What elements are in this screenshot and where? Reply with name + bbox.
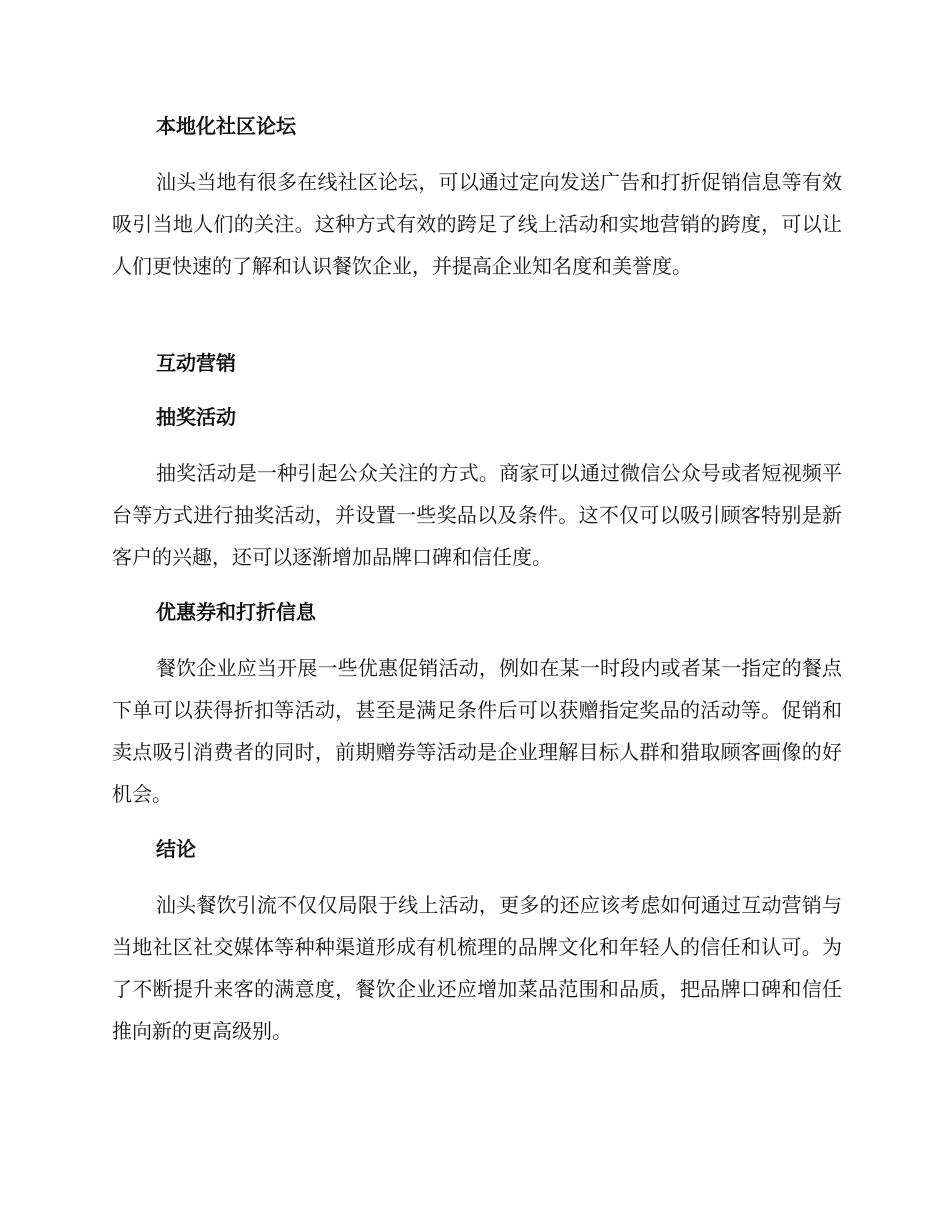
section-heading-interactive-marketing: 互动营销 bbox=[156, 351, 236, 375]
section-heading-local-forum: 本地化社区论坛 bbox=[156, 114, 296, 138]
section-paragraph-local-forum: 汕头当地有很多在线社区论坛，可以通过定向发送广告和打折促销信息等有效吸引当地人们的关注。这种方式有效的跨足了线上活动和实地营销的跨度，可以让人们更快速的了解和认识餐饮企业，并提高企业知名度和美誉度。 bbox=[112, 170, 842, 278]
section-heading-coupons: 优惠券和打折信息 bbox=[156, 600, 316, 624]
section-paragraph-conclusion: 汕头餐饮引流不仅仅局限于线上活动，更多的还应该考虑如何通过互动营销与当地社区社交媒体等种种渠道形成有机梳理的品牌文化和年轻人的信任和认可。为了不断提升来客的满意度，餐饮企业还应增加菜品范围和品质，把品牌口碑和信任推向新的更高级别。 bbox=[112, 893, 842, 1043]
section-paragraph-lottery: 抽奖活动是一种引起公众关注的方式。商家可以通过微信公众号或者短视频平台等方式进行抽奖活动，并设置一些奖品以及条件。这不仅可以吸引顾客特别是新客户的兴趣，还可以逐渐增加品牌口碑和信任度。 bbox=[112, 461, 842, 569]
section-heading-lottery: 抽奖活动 bbox=[156, 405, 236, 429]
section-paragraph-coupons: 餐饮企业应当开展一些优惠促销活动，例如在某一时段内或者某一指定的餐点下单可以获得折扣等活动，甚至是满足条件后可以获赠指定奖品的活动等。促销和卖点吸引消费者的同时，前期赠券等活动是企业理解目标人群和猎取顾客画像的好机会。 bbox=[112, 656, 842, 806]
section-heading-conclusion: 结论 bbox=[156, 837, 196, 861]
